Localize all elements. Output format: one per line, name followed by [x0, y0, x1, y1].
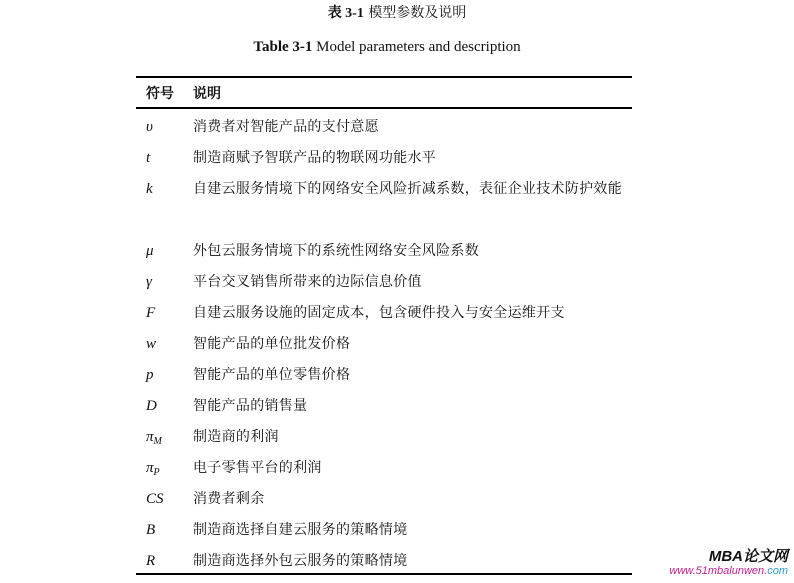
description-cell: 制造商选择外包云服务的策略情境	[193, 553, 408, 569]
symbol-cell	[146, 304, 155, 322]
symbol-text: t	[146, 150, 151, 166]
description-cell: 外包云服务情境下的系统性网络安全风险系数	[193, 243, 479, 259]
symbol-cell	[146, 490, 164, 508]
symbol-cell	[146, 118, 153, 136]
table-caption-en	[0, 38, 774, 56]
symbol-text: R	[146, 553, 156, 569]
symbol-text: υ	[146, 119, 153, 135]
description-cell: 自建云服务设施的固定成本，包含硬件投入与安全运维开支	[193, 305, 565, 321]
header-description: 说明	[193, 86, 221, 102]
symbol-text: F	[146, 305, 156, 321]
symbol-cell	[146, 366, 154, 384]
symbol-cell	[146, 180, 153, 198]
symbol-text: k	[146, 181, 153, 197]
symbol-text: D	[146, 398, 157, 414]
symbol-cell	[146, 242, 154, 260]
caption-en-text: Model parameters and description	[316, 39, 521, 55]
symbol-text: CS	[146, 491, 164, 507]
symbol-text: π	[146, 460, 154, 476]
symbol-text: B	[146, 522, 156, 538]
symbol-cell	[146, 428, 162, 451]
table-row	[0, 180, 794, 242]
symbol-cell	[146, 335, 156, 353]
description-cell: 智能产品的单位零售价格	[193, 367, 351, 383]
table-top-rule	[136, 76, 632, 78]
description-cell: 自建云服务情境下的网络安全风险折减系数，表征企业技术防护效能	[193, 181, 622, 197]
symbol-cell	[146, 552, 155, 570]
watermark	[669, 549, 788, 578]
description-cell: 制造商的利润	[193, 429, 279, 445]
symbol-cell	[146, 521, 155, 539]
watermark-url-tail: com	[767, 565, 788, 577]
watermark-url	[669, 565, 788, 578]
symbol-cell	[146, 459, 160, 482]
watermark-url-main: www.51mbalunwen.	[669, 565, 768, 577]
caption-cn-text: 模型参数及说明	[368, 5, 467, 21]
caption-cn-label: 表 3-1	[327, 6, 364, 21]
header-symbol: 符号	[146, 86, 174, 102]
description-cell: 消费者对智能产品的支付意愿	[193, 119, 379, 135]
symbol-text: μ	[146, 243, 154, 259]
caption-en-label: Table 3-1	[253, 39, 313, 55]
table-header-rule	[136, 107, 632, 109]
description-cell: 制造商赋予智联产品的物联网功能水平	[193, 150, 437, 166]
description-cell: 电子零售平台的利润	[193, 460, 322, 476]
description-cell: 制造商选择自建云服务的策略情境	[193, 522, 408, 538]
table-caption-cn	[0, 4, 794, 23]
symbol-text: π	[146, 429, 154, 445]
symbol-text: γ	[146, 274, 152, 290]
watermark-title: MBA论文网	[708, 548, 788, 565]
symbol-subscript: P	[153, 467, 160, 478]
table-bottom-rule	[136, 573, 632, 575]
description-cell: 平台交叉销售所带来的边际信息价值	[193, 274, 422, 290]
symbol-subscript: M	[153, 436, 162, 447]
description-cell: 消费者剩余	[193, 491, 265, 507]
symbol-text: w	[146, 336, 157, 352]
symbol-cell	[146, 273, 152, 291]
symbol-cell	[146, 149, 150, 167]
symbol-text: p	[146, 367, 154, 383]
description-cell: 智能产品的销售量	[193, 398, 308, 414]
symbol-cell	[146, 397, 157, 415]
description-cell: 智能产品的单位批发价格	[193, 336, 351, 352]
